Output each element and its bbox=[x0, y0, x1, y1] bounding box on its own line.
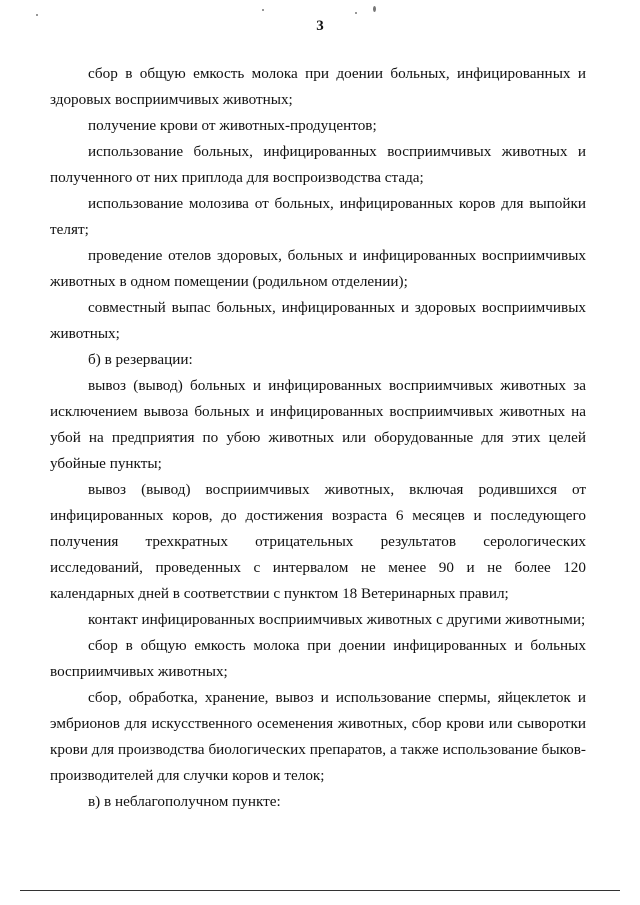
page-number: 3 bbox=[316, 18, 324, 34]
scan-speck bbox=[373, 6, 376, 12]
paragraph-export-susceptible-animals: вывоз (вывод) восприимчивых животных, включая родившихся от инфицированных коров, до достижения возраста 6 месяцев и последующего получения трехкратных отрицательных результатов серологических исследований, проведенных с интервалом не менее 90 и не более 120 календарных дней в соответствии с пунктом 18 Ветеринарных правил; bbox=[50, 481, 586, 602]
paragraph-blood-from-producers: получение крови от животных-продуцентов; bbox=[88, 117, 377, 134]
paragraph-contact-other-animals: контакт инфицированных восприимчивых животных с другими животными; bbox=[88, 611, 586, 628]
paragraph-milk-collection-common: сбор в общую емкость молока при доении больных, инфицированных и здоровых восприимчивых животных; bbox=[50, 65, 586, 108]
scan-speck bbox=[355, 12, 357, 14]
section-heading-unfavorable-point: в) в неблагополучном пункте: bbox=[88, 793, 281, 810]
paragraph-calving-one-room: проведение отелов здоровых, больных и инфицированных восприимчивых животных в одном помещении (родильном отделении); bbox=[50, 247, 586, 290]
paragraph-sperm-embryo-handling: сбор, обработка, хранение, вывоз и использование спермы, яйцеклеток и эмбрионов для искусственного осеменения животных, сбор крови или сыворотки крови для производства биологических препаратов, а также использование быков-производителей для случки коров и телок; bbox=[50, 689, 586, 784]
scan-speck bbox=[262, 9, 264, 11]
section-heading-reservation: б) в резервации: bbox=[88, 351, 193, 368]
paragraph-joint-grazing: совместный выпас больных, инфицированных и здоровых восприимчивых животных; bbox=[50, 299, 586, 342]
scan-speck bbox=[36, 14, 38, 16]
paragraph-export-sick-animals: вывоз (вывод) больных и инфицированных восприимчивых животных за исключением вывоза больных и инфицированных восприимчивых животных на убой на предприятия по убою животных или оборудованные для этих целей убойные пункты; bbox=[50, 377, 586, 472]
paragraph-colostrum-use: использование молозива от больных, инфицированных коров для выпойки телят; bbox=[50, 195, 586, 238]
page-bottom-edge bbox=[20, 890, 620, 891]
paragraph-milk-collection-infected: сбор в общую емкость молока при доении инфицированных и больных восприимчивых животных; bbox=[50, 637, 586, 680]
paragraph-herd-reproduction: использование больных, инфицированных восприимчивых животных и полученного от них приплода для воспроизводства стада; bbox=[50, 143, 586, 186]
document-body bbox=[50, 61, 586, 815]
